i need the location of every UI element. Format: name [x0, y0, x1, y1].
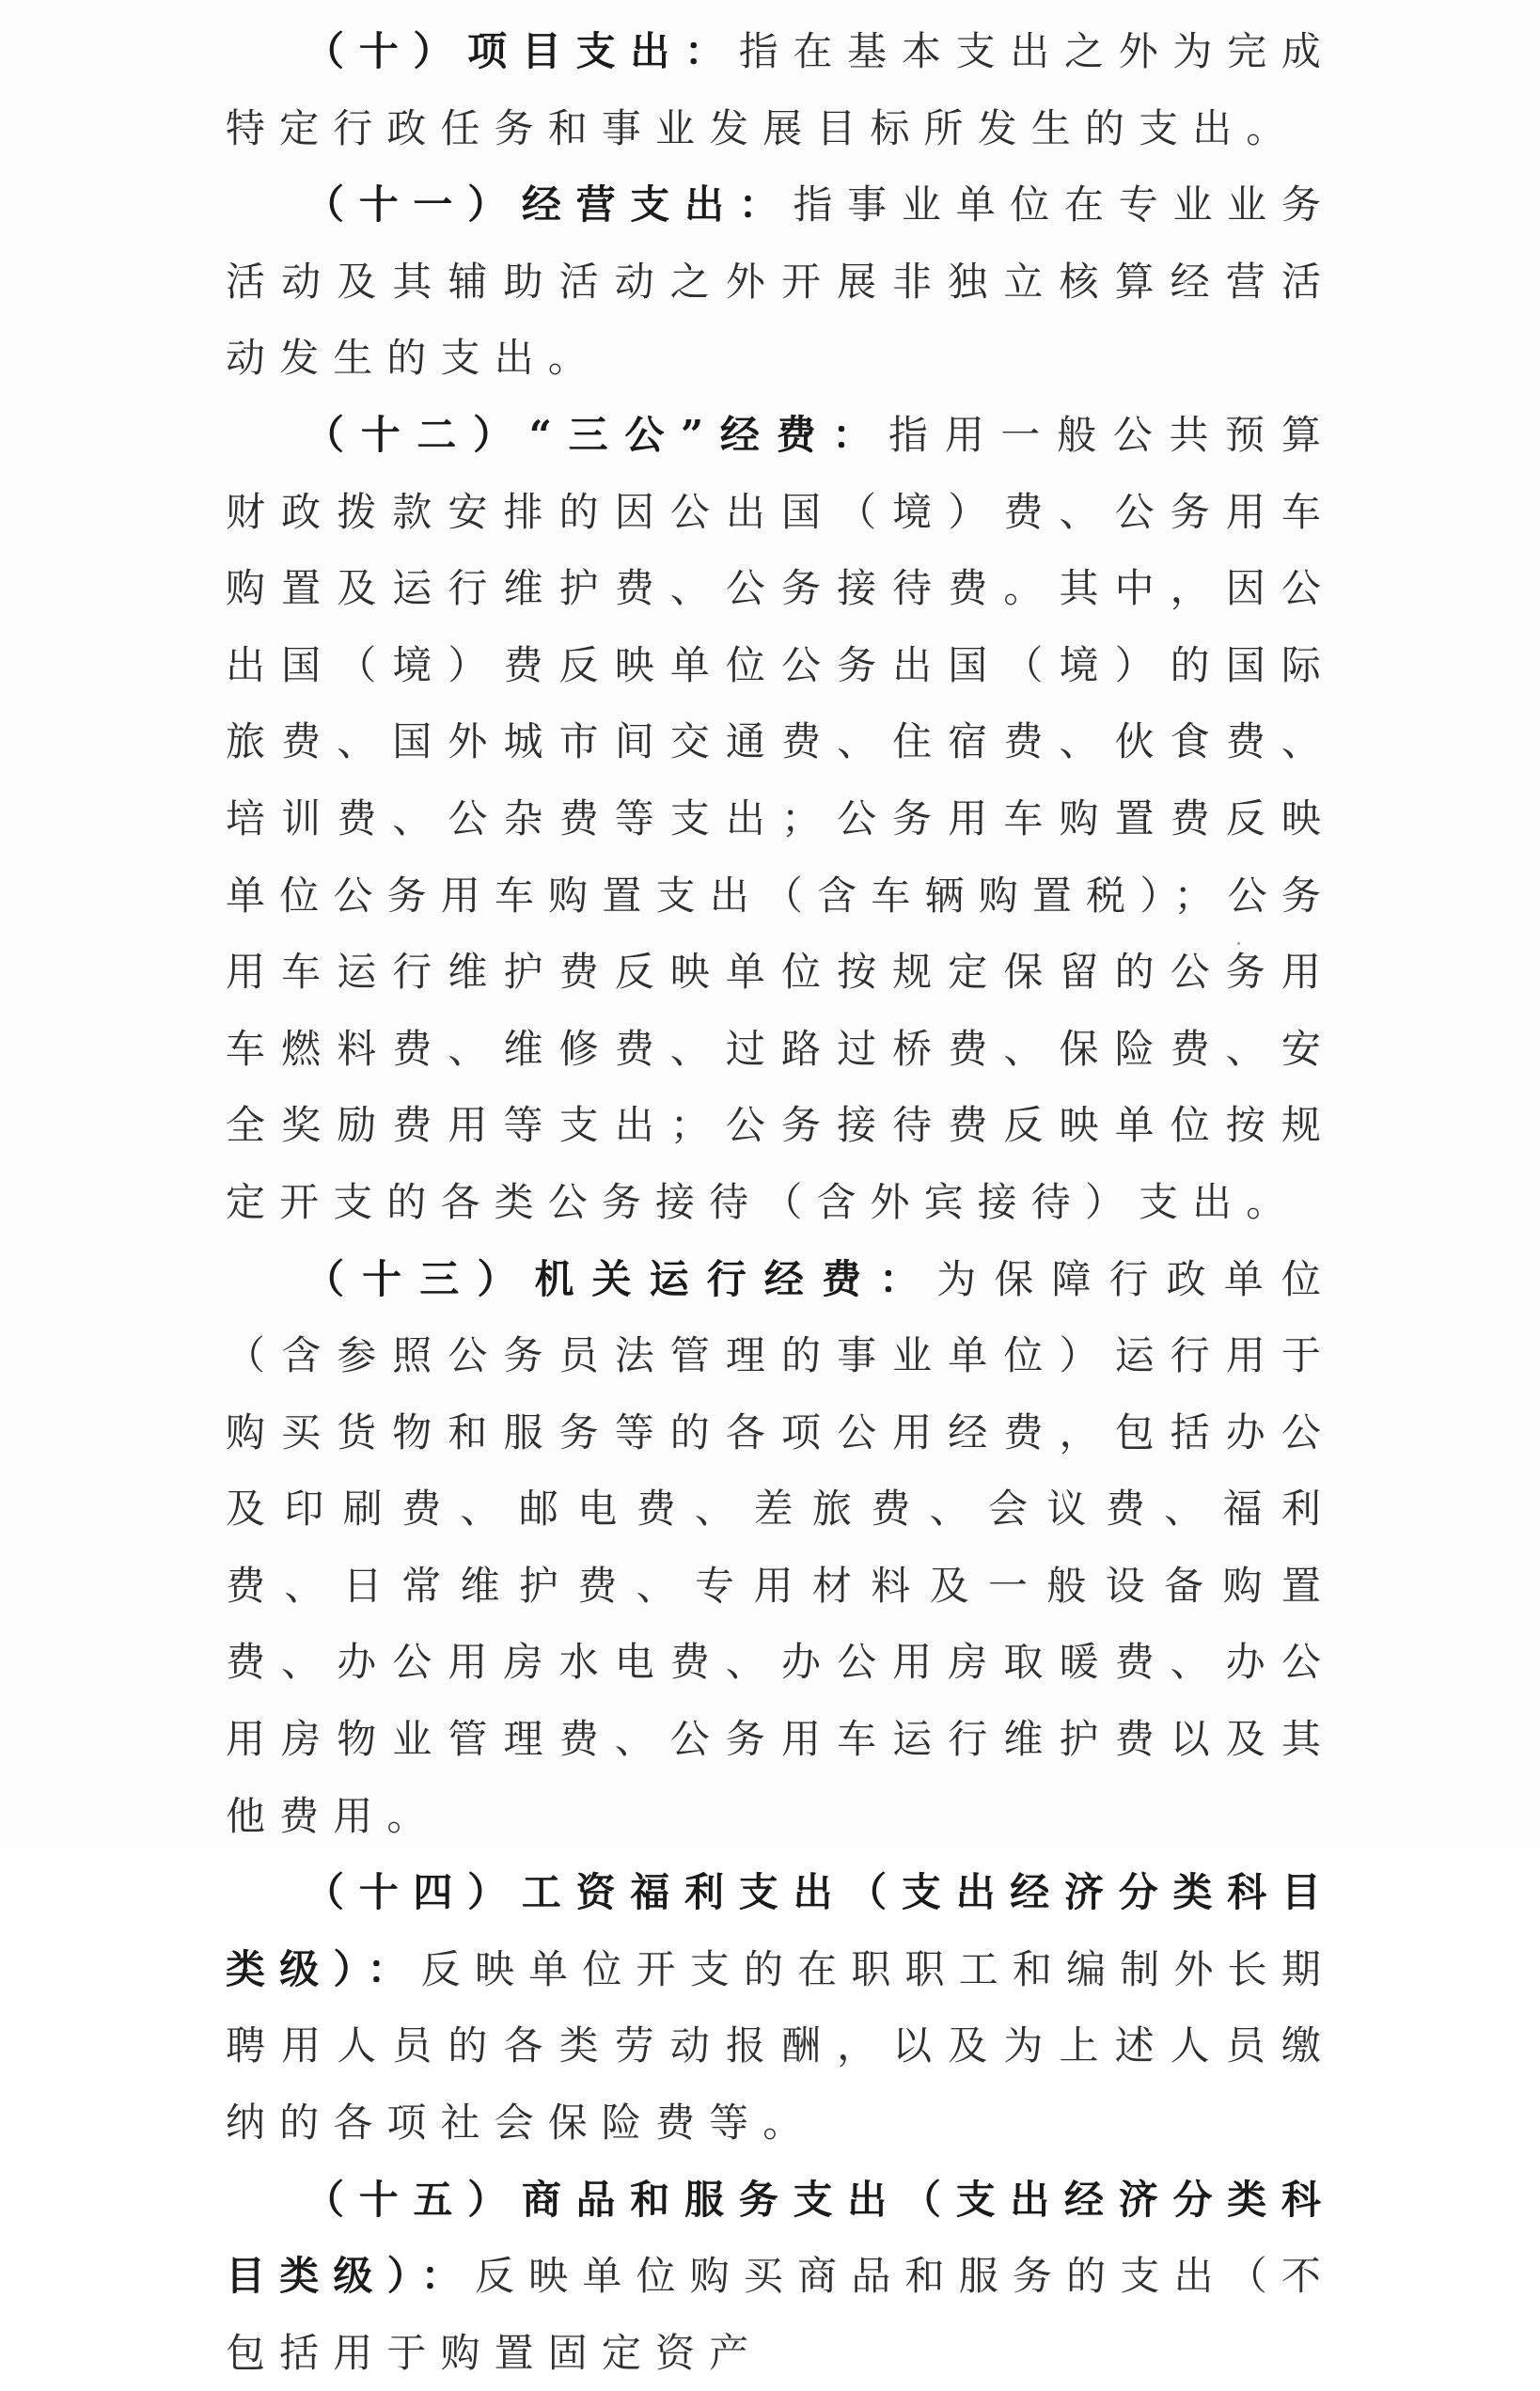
- document-body: [226, 13, 1335, 2391]
- term-three-public-expenses: （十二）“三公”经费：: [305, 411, 888, 458]
- term-project-expenditure: （十）项目支出：: [305, 28, 739, 74]
- term-wages-welfare: （十四）工资福利支出（支出经济分类科目类级）：: [226, 1869, 1335, 1992]
- paragraph-goods-services: [226, 2162, 1335, 2391]
- definition-wages-welfare: 反映单位开支的在职职工和编制外长期聘用人员的各类劳动报酬，以及为上述人员缴纳的各项社会保险费等。: [226, 1945, 1335, 2147]
- term-operating-expenditure: （十一）经营支出：: [305, 181, 794, 228]
- definition-three-public-expenses: 指用一般公共预算财政拨款安排的因公出国（境）费、公务用车购置及运行维护费、公务接待费。其中，因公出国（境）费反映单位公务出国（境）的国际旅费、国外城市间交通费、住宿费、伙食费、培训费、公杂费等支出；公务用车购置费反映单位公务用车购置支出（含车辆购置税）；公务用车运行维护费反映单位按规定保留的公务用车燃料费、维修费、过路过桥费、保险费、安全奖励费用等支出；公务接待费反映单位按规定开支的各类公务接待（含外宾接待）支出。: [226, 411, 1336, 1225]
- paragraph-project-expenditure: [226, 13, 1335, 166]
- paragraph-three-public-expenses: [226, 397, 1335, 1241]
- definition-agency-operating-funds: 为保障行政单位（含参照公务员法管理的事业单位）运行用于购买货物和服务等的各项公用经费，包括办公及印刷费、邮电费、差旅费、会议费、福利费、日常维护费、专用材料及一般设备购置费、办公用房水电费、办公用房取暖费、办公用房物业管理费、公务用车运行维护费以及其他费用。: [226, 1255, 1335, 1839]
- definition-project-expenditure: 指在基本支出之外为完成特定行政任务和事业发展目标所发生的支出。: [226, 28, 1335, 151]
- paragraph-wages-welfare: [226, 1854, 1335, 2161]
- definition-operating-expenditure: 指事业单位在专业业务活动及其辅助活动之外开展非独立核算经营活动发生的支出。: [226, 181, 1335, 382]
- term-goods-services: （十五）商品和服务支出（支出经济分类科目类级）：: [226, 2176, 1335, 2300]
- definition-goods-services: 反映单位购买商品和服务的支出（不包括用于购置固定资产: [226, 2253, 1335, 2376]
- paragraph-agency-operating-funds: [226, 1241, 1335, 1855]
- term-agency-operating-funds: （十三）机关运行经费：: [305, 1255, 937, 1302]
- paragraph-operating-expenditure: [226, 166, 1335, 397]
